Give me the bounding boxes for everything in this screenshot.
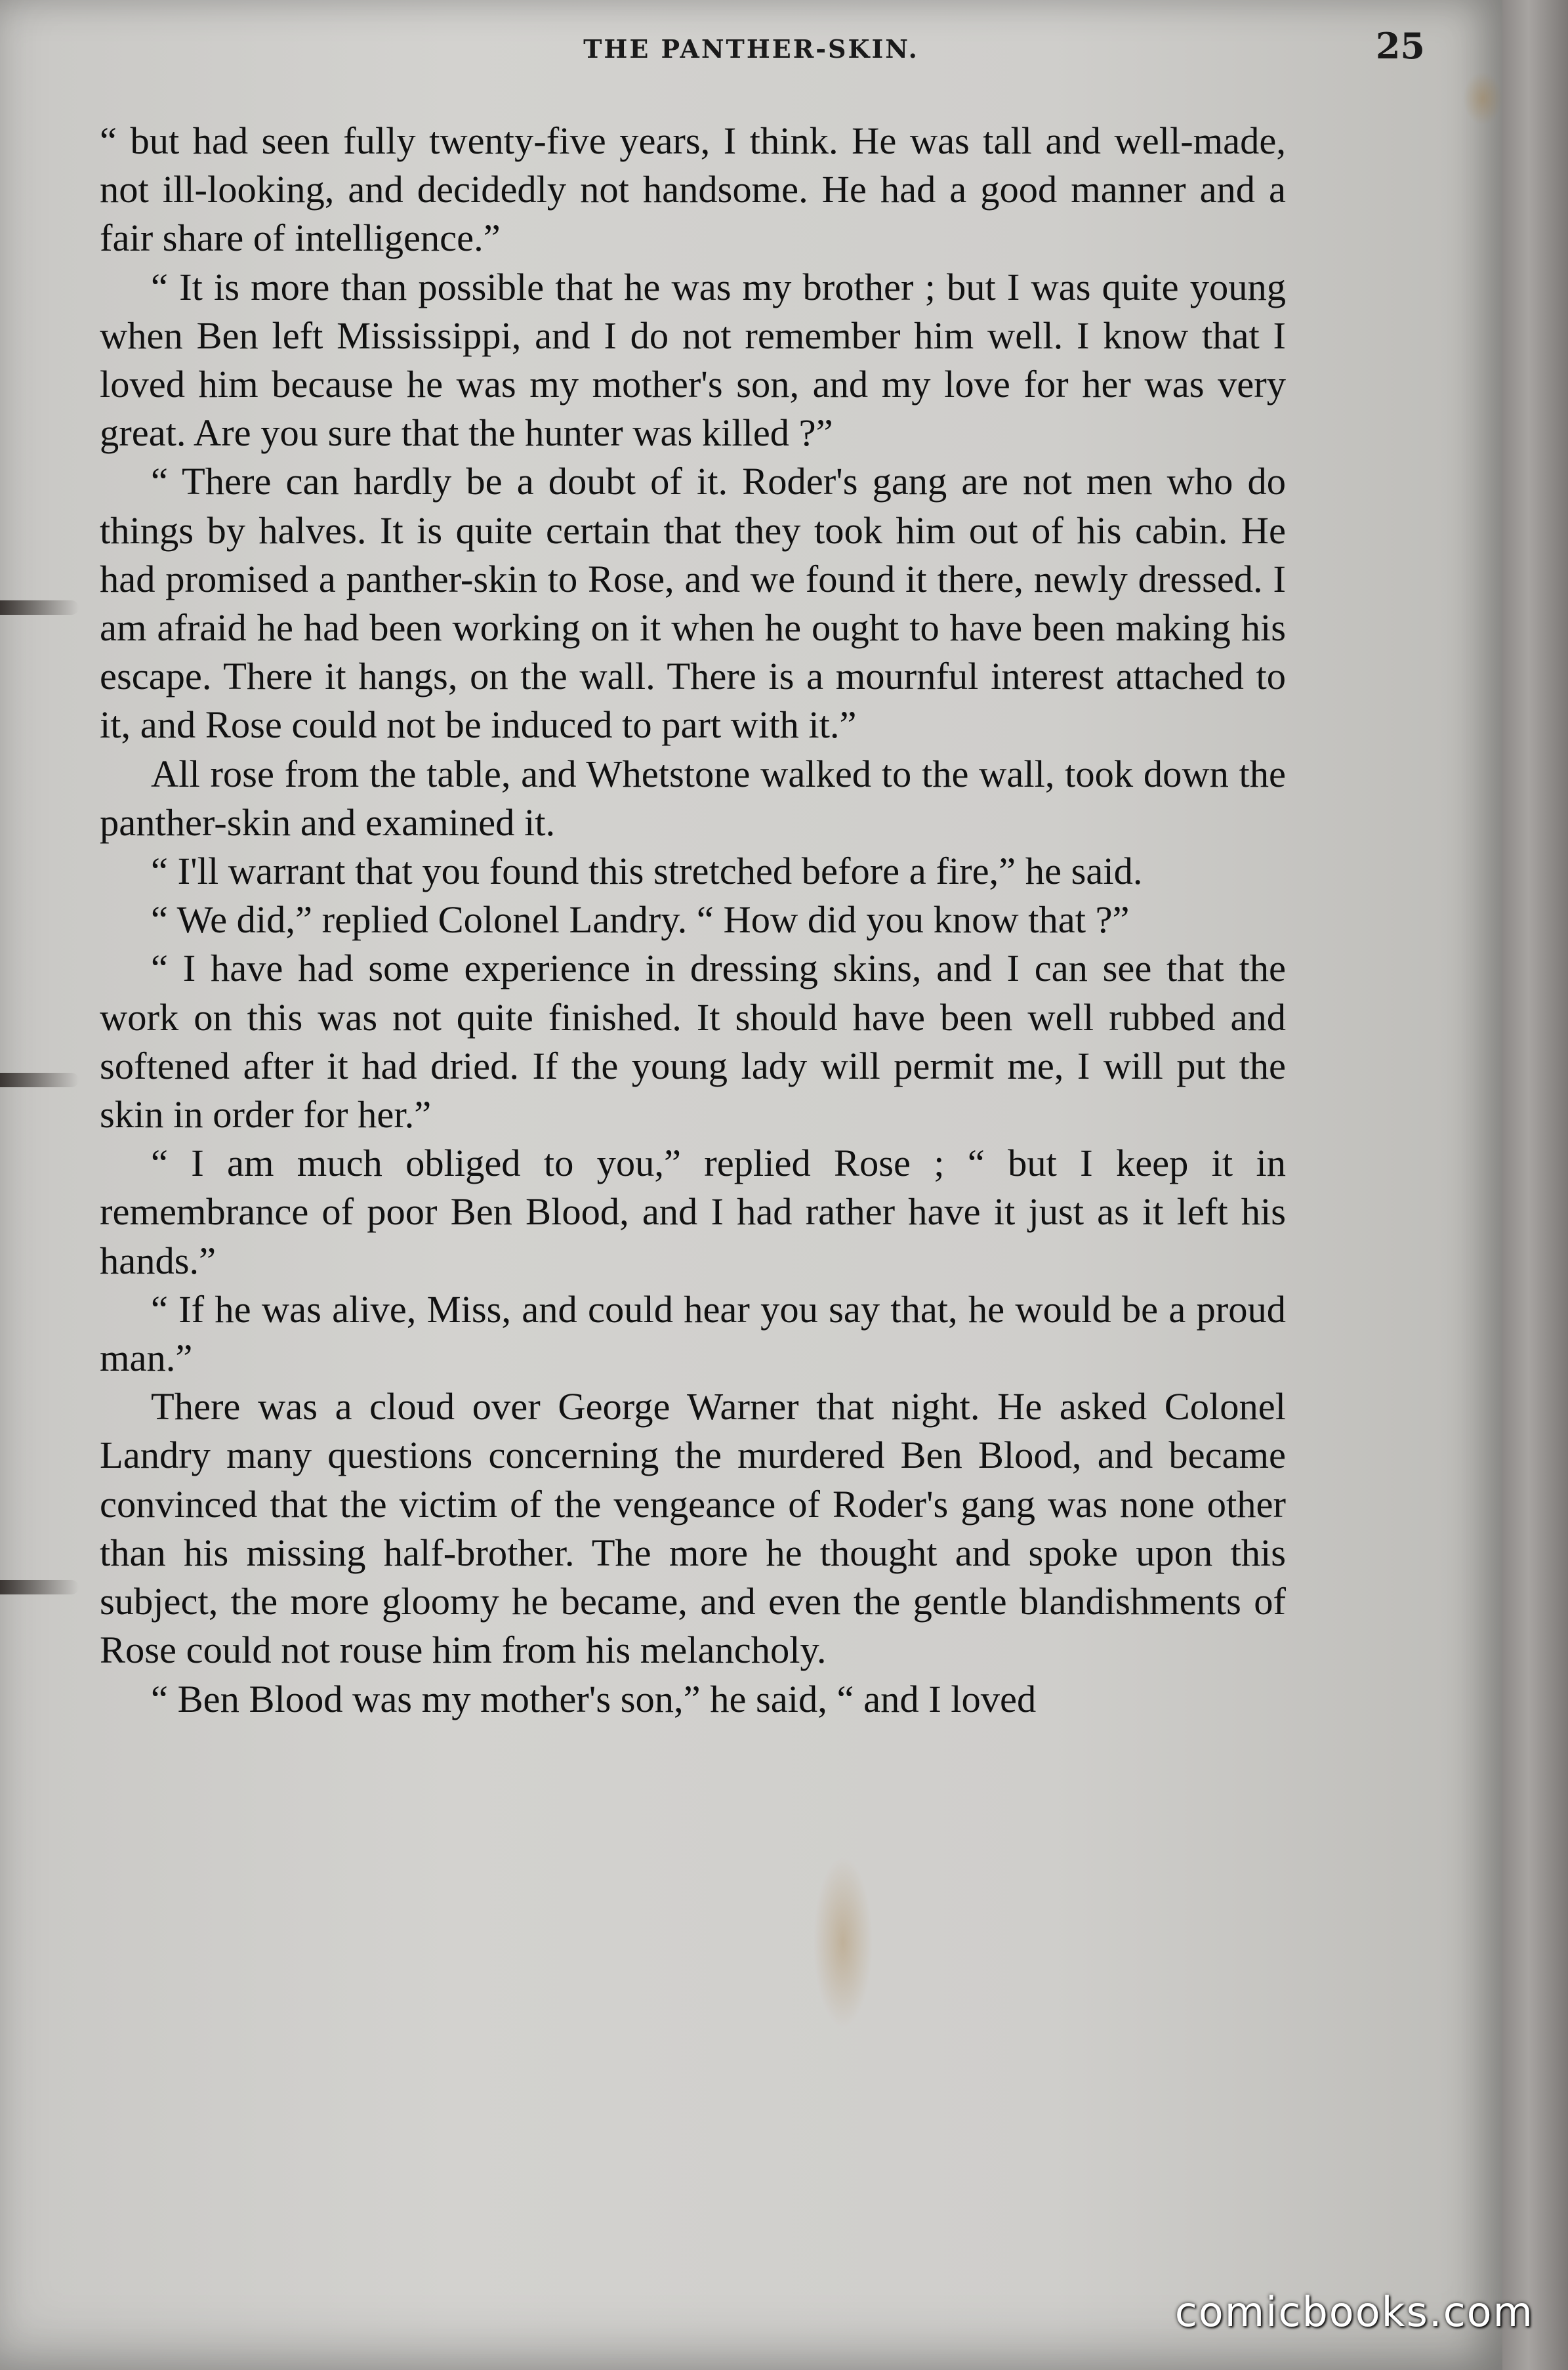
running-title: THE PANTHER-SKIN.: [583, 34, 919, 64]
body-text: [100, 117, 1286, 1724]
paragraph: “ It is more than possible that he was my brother ; but I was quite young when Ben left Mississippi, and I do not remember him well. I know that I loved him because he was my mother's son, and my love for her was very great. Are you sure that the hunter was killed ?”: [100, 265, 1286, 455]
paragraph: “ We did,” replied Colonel Landry. “ How did you know that ?”: [151, 898, 1130, 942]
paragraph: “ but had seen fully twenty-five years, I think. He was tall and well-made, not ill-looking, and decidedly not handsome. He had a good manner and a fair share of intelligence.”: [100, 119, 1286, 260]
page-edge: [1502, 0, 1568, 2370]
paragraph: “ If he was alive, Miss, and could hear you say that, he would be a proud man.”: [100, 1287, 1286, 1380]
binding-hole: [0, 1580, 79, 1594]
paragraph: “ There can hardly be a doubt of it. Roder's gang are not men who do things by halves. It is quite certain that they took him out of his cabin. He had promised a panther-skin to Rose, and we found it there, newly dressed. I am afraid he had been working on it when he ought to have been making his escape. There it hangs, on the wall. There is a mournful interest attached to it, and Rose could not be induced to part with it.”: [100, 460, 1286, 747]
page-header: [0, 25, 1502, 71]
paper-stain: [814, 1857, 873, 2027]
binding-hole: [0, 600, 79, 615]
binding-hole: [0, 1073, 79, 1087]
paper-stain: [1463, 72, 1502, 125]
watermark: comicbooks.com: [1174, 2288, 1534, 2336]
page-number: 25: [1375, 25, 1425, 67]
paragraph: There was a cloud over George Warner that night. He asked Colonel Landry many questions concerning the murdered Ben Blood, and became convinced that the victim of the vengeance of Roder's gang was none other than his missing half-brother. The more he thought and spoke upon this subject, the more gloomy he became, and even the gentle blandishments of Rose could not rouse him from his melancholy.: [100, 1385, 1286, 1672]
paragraph: All rose from the table, and Whetstone walked to the wall, took down the panther-skin and examined it.: [100, 752, 1286, 844]
paragraph: “ I'll warrant that you found this stretched before a fire,” he said.: [151, 850, 1143, 893]
paragraph: “ I am much obliged to you,” replied Rose ; “ but I keep it in remembrance of poor Ben Blood, and I had rather have it just as it left his hands.”: [100, 1142, 1286, 1282]
paragraph: “ Ben Blood was my mother's son,” he said, “ and I loved: [151, 1677, 1037, 1720]
paragraph: “ I have had some experience in dressing skins, and I can see that the work on this was not quite finished. It should have been well rubbed and softened after it had dried. If the young lady will permit me, I will put the skin in order for her.”: [100, 947, 1286, 1136]
